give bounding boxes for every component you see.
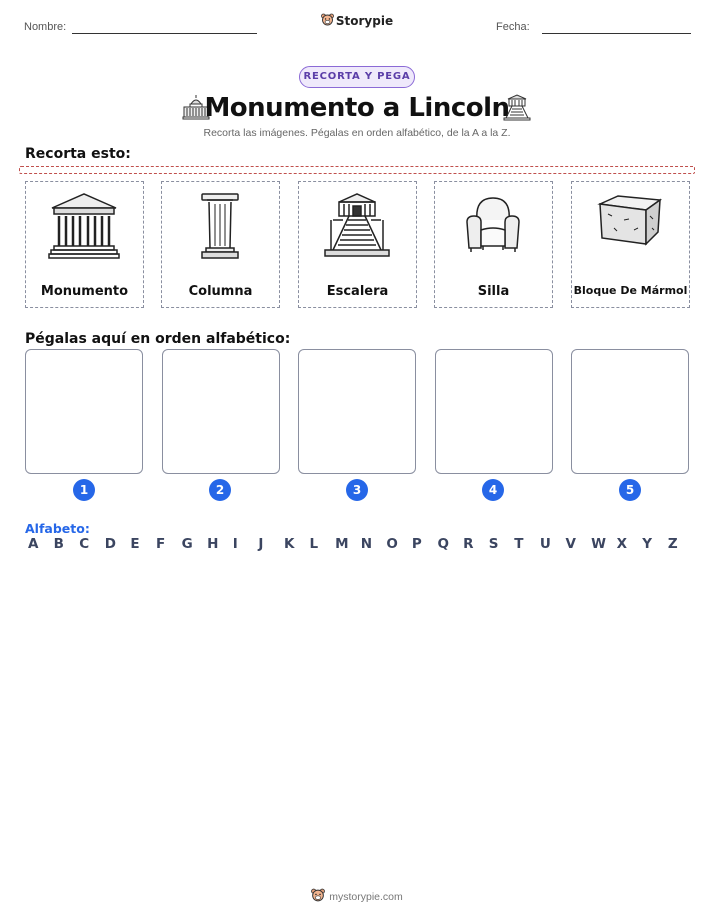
column-icon: [184, 190, 256, 260]
date-label: Fecha:: [496, 21, 530, 33]
cut-card-label: Columna: [188, 284, 253, 299]
cut-card-escalera[interactable]: [298, 181, 417, 308]
footer-url[interactable]: mystorypie.com: [329, 890, 403, 903]
cut-card-bloque-de-marmol[interactable]: [571, 181, 690, 308]
alphabet-letter: J: [258, 536, 264, 552]
marble-block-icon: [594, 190, 666, 260]
alphabet-letter: T: [514, 536, 524, 552]
alphabet-letter: H: [207, 536, 219, 552]
alphabet-letter: P: [411, 536, 422, 552]
bear-icon: [311, 888, 325, 906]
monument-icon: [48, 190, 120, 260]
order-number: 2: [209, 479, 231, 501]
footer: [0, 888, 714, 906]
instructions: Recorta las imágenes. Pégalas en orden alfabético, de la A a la Z.: [203, 127, 511, 139]
alphabet-letter: O: [386, 536, 398, 552]
alphabet-letter: I: [232, 536, 238, 552]
date-line: [542, 33, 691, 34]
alphabet-letter: Z: [667, 536, 678, 552]
paste-box[interactable]: [162, 349, 280, 474]
order-number: 3: [346, 479, 368, 501]
brand-name: Storypie: [335, 14, 394, 28]
alphabet-heading: Alfabeto:: [25, 521, 90, 536]
alphabet-letter: M: [335, 536, 349, 552]
cut-line: [19, 166, 695, 174]
order-number: 5: [619, 479, 641, 501]
alphabet-letter: B: [53, 536, 64, 552]
lincoln-memorial-stairs-icon: [503, 93, 531, 125]
alphabet-row: [28, 536, 693, 552]
alphabet-letter: A: [28, 536, 39, 552]
cut-card-label: Monumento: [40, 284, 129, 299]
paste-section-heading: Pégalas aquí en orden alfabético:: [25, 331, 291, 347]
brand-logo: [0, 13, 714, 30]
cut-card-label: Silla: [477, 284, 510, 299]
alphabet-letter: C: [79, 536, 90, 552]
page-title: Monumento a Lincoln: [204, 93, 510, 123]
cut-card-silla[interactable]: [434, 181, 553, 308]
alphabet-letter: G: [181, 536, 193, 552]
cut-card-label: Escalera: [326, 284, 389, 299]
alphabet-letter: E: [130, 536, 140, 552]
bear-icon: [321, 13, 334, 30]
activity-badge: RECORTA Y PEGA: [299, 66, 415, 88]
alphabet-letter: S: [488, 536, 499, 552]
armchair-icon: [457, 190, 529, 260]
paste-box[interactable]: [25, 349, 143, 474]
alphabet-letter: R: [463, 536, 474, 552]
alphabet-letter: Y: [642, 536, 653, 552]
order-number: 1: [73, 479, 95, 501]
paste-box[interactable]: [298, 349, 416, 474]
cut-card-columna[interactable]: [161, 181, 280, 308]
alphabet-letter: K: [283, 536, 295, 552]
alphabet-letter: F: [155, 536, 166, 552]
cut-section-heading: Recorta esto:: [25, 146, 131, 162]
alphabet-letter: Q: [437, 536, 449, 552]
paste-box[interactable]: [571, 349, 689, 474]
order-number: 4: [482, 479, 504, 501]
staircase-icon: [321, 190, 393, 260]
cut-card-label: Bloque De Mármol: [573, 284, 688, 297]
paste-box[interactable]: [435, 349, 553, 474]
alphabet-letter: X: [616, 536, 628, 552]
alphabet-letter: D: [104, 536, 116, 552]
cut-card-monumento[interactable]: [25, 181, 144, 308]
alphabet-letter: W: [591, 536, 606, 552]
alphabet-letter: L: [309, 536, 319, 552]
name-label: Nombre:: [24, 21, 67, 33]
alphabet-letter: U: [539, 536, 551, 552]
name-line: [72, 33, 257, 34]
alphabet-letter: N: [360, 536, 373, 552]
alphabet-letter: V: [565, 536, 576, 552]
